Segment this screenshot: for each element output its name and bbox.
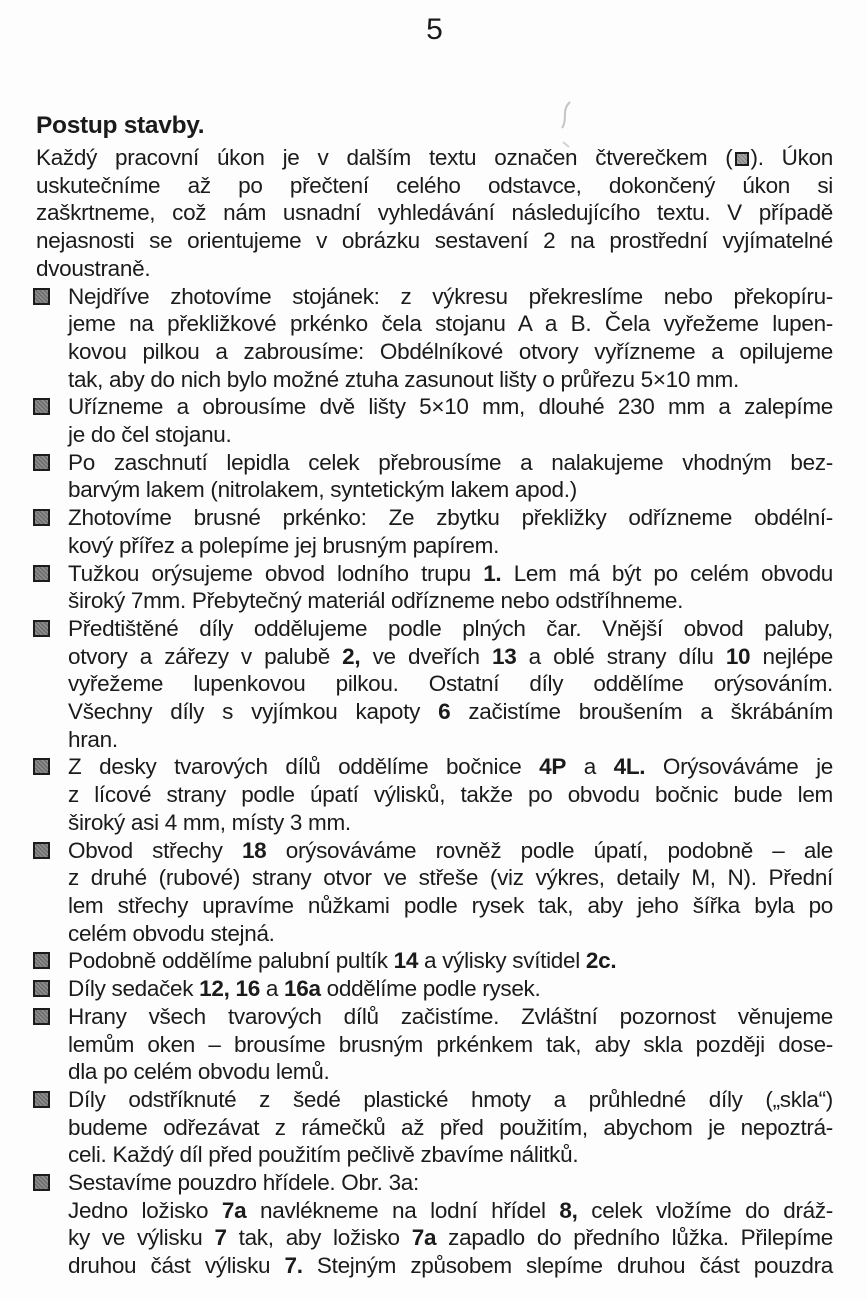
paragraph-text — [68, 1003, 833, 1086]
paragraph-text — [68, 560, 833, 615]
text-line: Obvod střechy 18 orýsováváme rovněž podle úpatí, podobně – ale — [68, 837, 833, 863]
text-line: ky ve výlisku 7 tak, aby ložisko 7a zapadlo do předního lůžka. Přilepíme — [68, 1225, 833, 1251]
text-line: z lícové strany podle úpatí výlisků, takže po obvodu bočnic bude lem — [68, 782, 833, 808]
text-line: Jedno ložisko 7a navlékneme na lodní hřídel 8, celek vložíme do dráž- — [68, 1197, 833, 1223]
text-line: Hrany všech tvarových dílů začistíme. Zvláštní pozornost věnujeme — [68, 1003, 833, 1029]
text-line: Po zaschnutí lepidla celek přebrousíme a nalakujeme vhodným bez- — [68, 449, 833, 475]
instruction-list — [36, 144, 833, 1280]
bullet-square-icon — [33, 398, 50, 415]
text-line: Díly odstříknuté z šedé plastické hmoty a průhledné díly („skla“) — [68, 1086, 833, 1112]
paragraph-text — [68, 449, 833, 504]
text-line: barvým lakem (nitrolakem, syntetickým lakem apod.) — [68, 477, 577, 503]
checkbox-square-icon — [735, 152, 749, 166]
text-line: hran. — [68, 726, 118, 752]
paragraph-text — [68, 393, 833, 448]
text-line: dla po celém obvodu lemů. — [68, 1059, 330, 1085]
instruction-item — [36, 1169, 833, 1280]
page-title: Postup stavby. — [36, 112, 205, 139]
text-line: Podobně oddělíme palubní pultík 14 a výlisky svítidel 2c. — [68, 948, 617, 974]
text-line: vyřežeme lupenkovou pilkou. Ostatní díly oddělíme orýsováním. — [68, 671, 833, 697]
text-line: Uřízneme a obrousíme dvě lišty 5×10 mm, dlouhé 230 mm a zalepíme — [68, 394, 833, 420]
text-line: druhou část výlisku 7. Stejným způsobem slepíme druhou část pouzdra — [68, 1253, 833, 1279]
text-line: Sestavíme pouzdro hřídele. Obr. 3a: — [68, 1170, 419, 1196]
text-line: uskutečníme až po přečtení celého odstavce, dokončený úkon si — [36, 172, 833, 198]
paragraph-text — [68, 283, 833, 394]
text-line: Nejdříve zhotovíme stojánek: z výkresu překreslíme nebo překopíru- — [68, 283, 833, 309]
instruction-item — [36, 504, 833, 559]
instruction-item — [36, 753, 833, 836]
text-line: Z desky tvarových dílů oddělíme bočnice 4P a 4L. Orýsováváme je — [68, 754, 834, 780]
bullet-square-icon — [33, 620, 50, 637]
instruction-item — [36, 283, 833, 394]
intro-paragraph — [36, 144, 833, 283]
instruction-item — [36, 449, 833, 504]
instruction-item — [36, 560, 833, 615]
text-line: zaškrtneme, což nám usnadní vyhledávání následujícího textu. V případě — [36, 200, 833, 226]
instruction-item — [36, 975, 833, 1003]
text-line: Tužkou orýsujeme obvod lodního trupu 1. Lem má být po celém obvodu — [68, 560, 833, 586]
text-line: Předtištěné díly oddělujeme podle plných čar. Vnější obvod paluby, — [68, 615, 833, 641]
text-line: Zhotovíme brusné prkénko: Ze zbytku překližky odřízneme obdélní- — [68, 505, 833, 531]
text-line: dvoustraně. — [36, 255, 151, 281]
text-line: celi. Každý díl před použitím pečlivě zbavíme nálitků. — [68, 1142, 579, 1168]
text-line: kovou pilkou a zabrousíme: Obdélníkové otvory vyřízneme a opilujeme — [68, 338, 833, 364]
text-line: široký asi 4 mm, místy 3 mm. — [68, 809, 351, 835]
text-line: jeme na překližkové prkénko čela stojanu A a B. Čela vyřežeme lupen- — [68, 311, 833, 337]
bullet-square-icon — [33, 509, 50, 526]
instruction-item — [36, 1003, 833, 1086]
paragraph-text — [68, 1086, 833, 1169]
paragraph-text — [68, 975, 833, 1003]
text-line: budeme odřezávat z rámečků až před použitím, abychom je nepoztrá- — [68, 1114, 833, 1140]
instruction-item — [36, 947, 833, 975]
text-line: celém obvodu stejná. — [68, 920, 275, 946]
text-line: široký 7mm. Přebytečný materiál odřízneme nebo odstříhneme. — [68, 588, 684, 614]
bullet-square-icon — [33, 980, 50, 997]
bullet-square-icon — [33, 1091, 50, 1108]
instruction-item — [36, 1086, 833, 1169]
bullet-square-icon — [33, 842, 50, 859]
text-line: je do čel stojanu. — [68, 422, 232, 448]
text-line: lemům oken – brousíme brusným prkénkem tak, aby skla později dose- — [68, 1031, 833, 1057]
paragraph-text — [68, 753, 833, 836]
bullet-square-icon — [33, 952, 50, 969]
paragraph-text — [68, 837, 833, 948]
text-line: z druhé (rubové) strany otvor ve střeše (viz výkres, detaily M, N). Přední — [68, 865, 833, 891]
bullet-square-icon — [33, 1008, 50, 1025]
paragraph-text — [68, 1169, 833, 1280]
paragraph-text — [68, 615, 833, 754]
instruction-item — [36, 393, 833, 448]
bullet-square-icon — [33, 1174, 50, 1191]
page-number: 5 — [426, 13, 443, 46]
bullet-square-icon — [33, 288, 50, 305]
paragraph-text — [68, 947, 833, 975]
pencil-mark-artifact — [548, 98, 584, 150]
paragraph-text — [68, 504, 833, 559]
text-line: nejasnosti se orientujeme v obrázku sestavení 2 na prostřední vyjímatelné — [36, 228, 833, 254]
text-line: kový přířez a polepíme jej brusným papírem. — [68, 532, 500, 558]
text-line: Díly sedaček 12, 16 a 16a oddělíme podle rysek. — [68, 976, 541, 1002]
text-line: otvory a zářezy v palubě 2, ve dveřích 13 a oblé strany dílu 10 nejlépe — [68, 643, 833, 669]
text-line: Každý pracovní úkon je v dalším textu označen čtverečkem ( ). Úkon — [36, 145, 834, 170]
text-line: lem střechy upravíme nůžkami podle rysek tak, aby jeho šířka byla po — [68, 892, 833, 918]
instruction-item — [36, 615, 833, 754]
text-line: Všechny díly s vyjímkou kapoty 6 začistíme broušením a škrábáním — [68, 699, 833, 725]
paragraph-text — [36, 144, 833, 283]
text-line: tak, aby do nich bylo možné ztuha zasunout lišty o průřezu 5×10 mm. — [68, 366, 739, 392]
instruction-item — [36, 837, 833, 948]
bullet-square-icon — [33, 454, 50, 471]
bullet-square-icon — [33, 565, 50, 582]
bullet-square-icon — [33, 758, 50, 775]
